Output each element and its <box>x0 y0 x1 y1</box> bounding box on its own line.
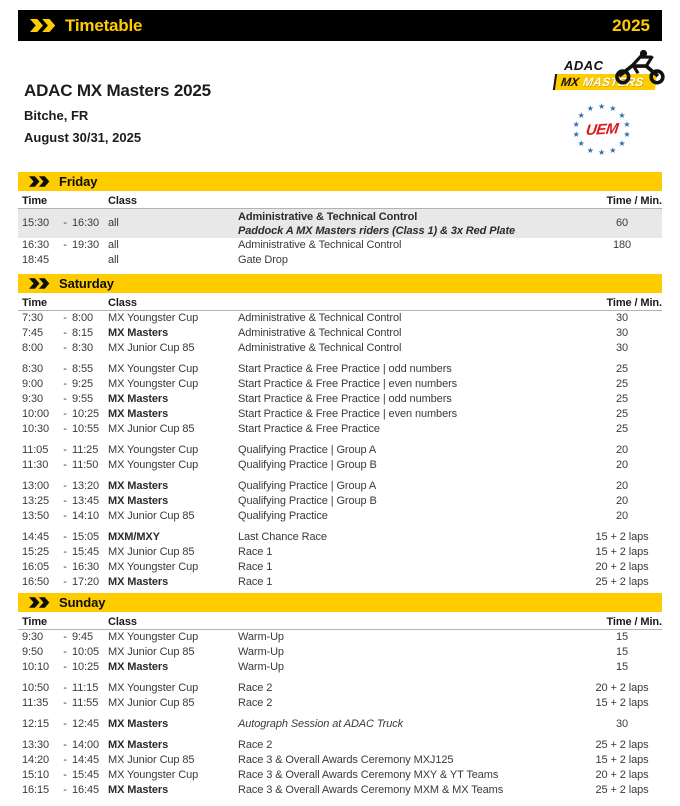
row-desc: Last Chance Race <box>238 531 327 543</box>
row-class: MX Youngster Cup <box>108 769 199 781</box>
row-class: MX Masters <box>108 327 169 339</box>
row-class: MX Youngster Cup <box>108 444 199 456</box>
row-duration: 25 <box>615 378 629 390</box>
row-desc: Race 2 <box>238 697 273 709</box>
row-end-time: 13:45 <box>72 495 100 507</box>
row-duration: 15 <box>615 631 629 643</box>
table-row <box>18 407 662 422</box>
row-dash: - <box>63 682 67 694</box>
table-row <box>18 494 662 509</box>
row-start-time: 10:00 <box>22 408 50 420</box>
header-year: 2025 <box>612 15 650 35</box>
uem-star-icon: ★ <box>618 139 626 149</box>
event-date: August 30/31, 2025 <box>24 130 142 145</box>
col-duration: Time / Min. <box>606 195 662 207</box>
row-class: MX Junior Cup 85 <box>108 423 195 435</box>
table-row <box>18 696 662 711</box>
table-row <box>18 253 662 268</box>
table-row <box>18 341 662 356</box>
row-dash: - <box>63 631 67 643</box>
row-desc: Race 3 & Overall Awards Ceremony MXJ125 <box>238 754 454 766</box>
row-start-time: 11:35 <box>22 697 49 709</box>
row-class: MX Masters <box>108 495 169 507</box>
section-title: Friday <box>59 174 98 189</box>
section-bar <box>18 172 662 191</box>
row-class: MX Junior Cup 85 <box>108 546 195 558</box>
row-desc: Autograph Session at ADAC Truck <box>238 718 404 730</box>
row-desc: Administrative & Technical Control <box>238 239 402 251</box>
row-class: MX Masters <box>108 661 169 673</box>
adac-logo-text: ADAC <box>564 58 604 73</box>
row-end-time: 8:55 <box>72 363 94 375</box>
table-row <box>18 660 662 675</box>
row-duration: 25 + 2 laps <box>595 576 649 588</box>
timetable-header-bar <box>18 10 662 41</box>
row-start-time: 15:25 <box>22 546 50 558</box>
row-end-time: 10:25 <box>72 661 100 673</box>
row-start-time: 13:50 <box>22 510 50 522</box>
table-row <box>18 326 662 341</box>
row-dash: - <box>63 784 67 796</box>
uem-star-icon: ★ <box>586 104 594 114</box>
uem-star-icon: ★ <box>623 119 631 129</box>
row-class: MX Youngster Cup <box>108 312 199 324</box>
row-end-time: 15:05 <box>72 531 100 543</box>
table-row <box>18 753 662 768</box>
table-row <box>18 479 662 494</box>
row-class: MX Junior Cup 85 <box>108 754 195 766</box>
row-end-time: 16:45 <box>72 784 100 796</box>
row-desc: Qualifying Practice <box>238 510 328 522</box>
row-desc: Race 2 <box>238 739 273 751</box>
row-class: MX Junior Cup 85 <box>108 342 195 354</box>
uem-star-icon: ★ <box>577 139 585 149</box>
row-desc: Administrative & Technical Control Paddock A MX Masters riders (Class 1) & 3x Red Plate <box>238 210 582 238</box>
table-row <box>18 717 662 732</box>
col-time: Time <box>22 195 48 207</box>
table-row <box>18 458 662 473</box>
row-dash: - <box>63 646 67 658</box>
row-class: MX Masters <box>108 393 169 405</box>
row-end-time: 12:45 <box>72 718 100 730</box>
row-start-time: 15:10 <box>22 769 50 781</box>
double-chevron-icon <box>29 175 50 188</box>
row-start-time: 13:30 <box>22 739 50 751</box>
table-row <box>18 783 662 798</box>
row-end-time: 11:25 <box>72 444 99 456</box>
row-end-time: 8:15 <box>72 327 94 339</box>
row-duration: 25 + 2 laps <box>595 739 649 751</box>
table-row <box>18 209 662 238</box>
table-row <box>18 738 662 753</box>
table-header <box>18 615 662 630</box>
uem-star-icon: ★ <box>598 148 606 157</box>
row-end-time: 14:00 <box>72 739 100 751</box>
mx-label: MX <box>560 75 580 89</box>
double-chevron-icon <box>29 277 50 290</box>
row-class: MX Youngster Cup <box>108 682 199 694</box>
section-bar <box>18 593 662 612</box>
table-row <box>18 768 662 783</box>
row-end-time: 13:20 <box>72 480 100 492</box>
row-start-time: 7:45 <box>22 327 44 339</box>
row-duration: 15 + 2 laps <box>595 546 649 558</box>
uem-star-icon: ★ <box>572 119 580 129</box>
row-desc: Race 1 <box>238 546 273 558</box>
row-start-time: 16:15 <box>22 784 50 796</box>
row-class: MX Masters <box>108 739 169 751</box>
row-desc: Administrative & Technical Control <box>238 342 402 354</box>
section-title: Sunday <box>59 595 106 610</box>
event-location: Bitche, FR <box>24 108 89 123</box>
row-duration: 30 <box>615 342 629 354</box>
row-duration: 60 <box>615 217 629 229</box>
table-row <box>18 681 662 696</box>
section-bar <box>18 274 662 293</box>
row-desc: Start Practice & Free Practice | even numbers <box>238 408 458 420</box>
section-saturday <box>18 274 662 590</box>
row-dash: - <box>63 561 67 573</box>
row-class: MX Masters <box>108 408 169 420</box>
row-dash: - <box>63 342 67 354</box>
row-duration: 15 + 2 laps <box>595 531 649 543</box>
row-start-time: 9:50 <box>22 646 44 658</box>
sections <box>18 172 662 798</box>
row-end-time: 9:55 <box>72 393 94 405</box>
row-duration: 180 <box>612 239 632 251</box>
masters-label: MASTERS <box>582 75 645 89</box>
table-row <box>18 392 662 407</box>
page-title: Timetable <box>65 15 143 35</box>
row-desc: Warm-Up <box>238 646 284 658</box>
table-row <box>18 530 662 545</box>
row-dash: - <box>63 217 67 229</box>
col-duration: Time / Min. <box>606 616 662 628</box>
row-dash: - <box>63 661 67 673</box>
row-desc: Administrative & Technical Control <box>238 312 402 324</box>
row-class: MX Masters <box>108 576 169 588</box>
row-desc: Qualifying Practice | Group B <box>238 495 377 507</box>
row-desc: Qualifying Practice | Group A <box>238 444 377 456</box>
row-duration: 20 <box>615 459 629 471</box>
row-dash: - <box>63 510 67 522</box>
row-start-time: 7:30 <box>22 312 44 324</box>
row-duration: 15 <box>615 661 629 673</box>
row-start-time: 10:50 <box>22 682 50 694</box>
row-desc: Race 2 <box>238 682 273 694</box>
row-end-time: 9:45 <box>72 631 94 643</box>
uem-star-icon: ★ <box>623 130 631 140</box>
row-class: MX Youngster Cup <box>108 378 199 390</box>
row-dash: - <box>63 739 67 751</box>
row-desc: Start Practice & Free Practice <box>238 423 380 435</box>
uem-star-icon: ★ <box>598 102 606 111</box>
row-start-time: 11:30 <box>22 459 49 471</box>
table-row <box>18 560 662 575</box>
row-desc: Start Practice & Free Practice | even numbers <box>238 378 458 390</box>
uem-star-icon: ★ <box>618 110 626 120</box>
table-row <box>18 443 662 458</box>
row-start-time: 11:05 <box>22 444 49 456</box>
row-duration: 25 <box>615 363 629 375</box>
row-end-time: 15:45 <box>72 546 100 558</box>
row-end-time: 17:20 <box>72 576 100 588</box>
row-dash: - <box>63 444 67 456</box>
row-end-time: 11:55 <box>72 697 99 709</box>
row-duration: 15 + 2 laps <box>595 697 649 709</box>
row-dash: - <box>63 718 67 730</box>
row-desc: Gate Drop <box>238 254 288 266</box>
row-desc: Race 3 & Overall Awards Ceremony MXM & MX Teams <box>238 784 504 796</box>
row-class: MX Youngster Cup <box>108 459 199 471</box>
row-end-time: 9:25 <box>72 378 94 390</box>
col-class: Class <box>108 195 137 207</box>
row-dash: - <box>63 495 67 507</box>
row-duration: 25 <box>615 423 629 435</box>
row-end-time: 14:45 <box>72 754 100 766</box>
row-duration: 30 <box>615 327 629 339</box>
row-dash: - <box>63 546 67 558</box>
table-row <box>18 311 662 326</box>
row-end-time: 11:50 <box>72 459 99 471</box>
row-class: MX Junior Cup 85 <box>108 510 195 522</box>
row-dash: - <box>63 378 67 390</box>
row-duration: 20 + 2 laps <box>595 682 649 694</box>
table-row <box>18 238 662 253</box>
row-duration: 15 <box>615 646 629 658</box>
row-dash: - <box>63 363 67 375</box>
table-header <box>18 296 662 311</box>
row-start-time: 10:10 <box>22 661 50 673</box>
row-start-time: 9:30 <box>22 631 44 643</box>
row-desc: Race 1 <box>238 561 273 573</box>
row-class: MX Masters <box>108 718 169 730</box>
uem-star-icon: ★ <box>609 145 617 155</box>
row-desc: Race 3 & Overall Awards Ceremony MXY & YT Teams <box>238 769 499 781</box>
row-start-time: 8:30 <box>22 363 44 375</box>
table-row <box>18 422 662 437</box>
adac-mx-masters-logo <box>554 59 656 93</box>
row-end-time: 16:30 <box>72 217 100 229</box>
row-duration: 30 <box>615 312 629 324</box>
row-duration: 15 + 2 laps <box>595 754 649 766</box>
row-dash: - <box>63 754 67 766</box>
event-title: ADAC MX Masters 2025 <box>24 81 211 100</box>
section-title: Saturday <box>59 276 114 291</box>
row-start-time: 13:25 <box>22 495 50 507</box>
event-heading <box>24 81 211 145</box>
row-dash: - <box>63 239 67 251</box>
row-end-time: 11:15 <box>72 682 99 694</box>
row-start-time: 9:30 <box>22 393 44 405</box>
row-end-time: 8:30 <box>72 342 94 354</box>
row-desc: Warm-Up <box>238 631 284 643</box>
table-header <box>18 194 662 209</box>
row-desc: Qualifying Practice | Group A <box>238 480 377 492</box>
table-row <box>18 645 662 660</box>
motocross-rider-icon <box>608 49 670 85</box>
row-duration: 20 <box>615 480 629 492</box>
row-class: all <box>108 217 119 229</box>
row-class: MX Junior Cup 85 <box>108 646 195 658</box>
row-end-time: 16:30 <box>72 561 100 573</box>
row-dash: - <box>63 327 67 339</box>
row-duration: 25 + 2 laps <box>595 784 649 796</box>
row-end-time: 15:45 <box>72 769 100 781</box>
row-desc: Qualifying Practice | Group B <box>238 459 377 471</box>
row-dash: - <box>63 480 67 492</box>
row-start-time: 16:30 <box>22 239 50 251</box>
uem-star-icon: ★ <box>572 130 580 140</box>
row-desc: Warm-Up <box>238 661 284 673</box>
row-dash: - <box>63 312 67 324</box>
uem-logo <box>572 103 632 157</box>
row-start-time: 13:00 <box>22 480 50 492</box>
row-class: all <box>108 239 119 251</box>
row-class: MX Masters <box>108 784 169 796</box>
row-dash: - <box>63 393 67 405</box>
row-duration: 25 <box>615 393 629 405</box>
row-duration: 20 <box>615 510 629 522</box>
row-start-time: 8:00 <box>22 342 44 354</box>
row-start-time: 10:30 <box>22 423 50 435</box>
table-row <box>18 575 662 590</box>
table-row <box>18 545 662 560</box>
row-duration: 20 + 2 laps <box>595 561 649 573</box>
col-duration: Time / Min. <box>606 297 662 309</box>
row-class: MX Youngster Cup <box>108 363 199 375</box>
row-class: MX Youngster Cup <box>108 631 199 643</box>
col-time: Time <box>22 616 48 628</box>
double-chevron-icon <box>29 596 50 609</box>
row-end-time: 19:30 <box>72 239 100 251</box>
row-dash: - <box>63 423 67 435</box>
table-row <box>18 509 662 524</box>
row-end-time: 14:10 <box>72 510 100 522</box>
row-start-time: 16:05 <box>22 561 50 573</box>
double-chevron-icon <box>30 18 56 33</box>
row-class: MX Masters <box>108 480 169 492</box>
row-start-time: 14:20 <box>22 754 50 766</box>
section-friday <box>18 172 662 268</box>
row-start-time: 18:45 <box>22 254 50 266</box>
row-end-time: 8:00 <box>72 312 94 324</box>
uem-logo-text: UEM <box>584 120 620 139</box>
row-dash: - <box>63 576 67 588</box>
col-class: Class <box>108 297 137 309</box>
row-end-time: 10:25 <box>72 408 100 420</box>
row-desc: Administrative & Technical Control <box>238 327 402 339</box>
uem-star-icon: ★ <box>586 145 594 155</box>
row-duration: 20 <box>615 444 629 456</box>
row-desc: Start Practice & Free Practice | odd numbers <box>238 363 452 375</box>
row-end-time: 10:05 <box>72 646 100 658</box>
table-row <box>18 377 662 392</box>
col-time: Time <box>22 297 48 309</box>
section-sunday <box>18 593 662 798</box>
row-class: MX Youngster Cup <box>108 561 199 573</box>
row-class: MXM/MXY <box>108 531 160 543</box>
row-dash: - <box>63 531 67 543</box>
row-duration: 20 + 2 laps <box>595 769 649 781</box>
row-desc: Start Practice & Free Practice | odd numbers <box>238 393 452 405</box>
table-row <box>18 362 662 377</box>
col-class: Class <box>108 616 137 628</box>
row-dash: - <box>63 697 67 709</box>
row-start-time: 12:15 <box>22 718 50 730</box>
uem-star-icon: ★ <box>577 110 585 120</box>
row-start-time: 15:30 <box>22 217 50 229</box>
row-duration: 25 <box>615 408 629 420</box>
table-row <box>18 630 662 645</box>
row-dash: - <box>63 408 67 420</box>
row-start-time: 9:00 <box>22 378 44 390</box>
row-end-time: 10:55 <box>72 423 100 435</box>
uem-star-icon: ★ <box>609 104 617 114</box>
row-class: all <box>108 254 119 266</box>
row-dash: - <box>63 459 67 471</box>
row-dash: - <box>63 769 67 781</box>
row-class: MX Junior Cup 85 <box>108 697 195 709</box>
row-duration: 20 <box>615 495 629 507</box>
row-desc-note: Paddock A MX Masters riders (Class 1) & 3x Red Plate <box>238 224 516 237</box>
row-desc: Race 1 <box>238 576 273 588</box>
row-duration: 30 <box>615 718 629 730</box>
row-start-time: 16:50 <box>22 576 50 588</box>
row-start-time: 14:45 <box>22 531 50 543</box>
